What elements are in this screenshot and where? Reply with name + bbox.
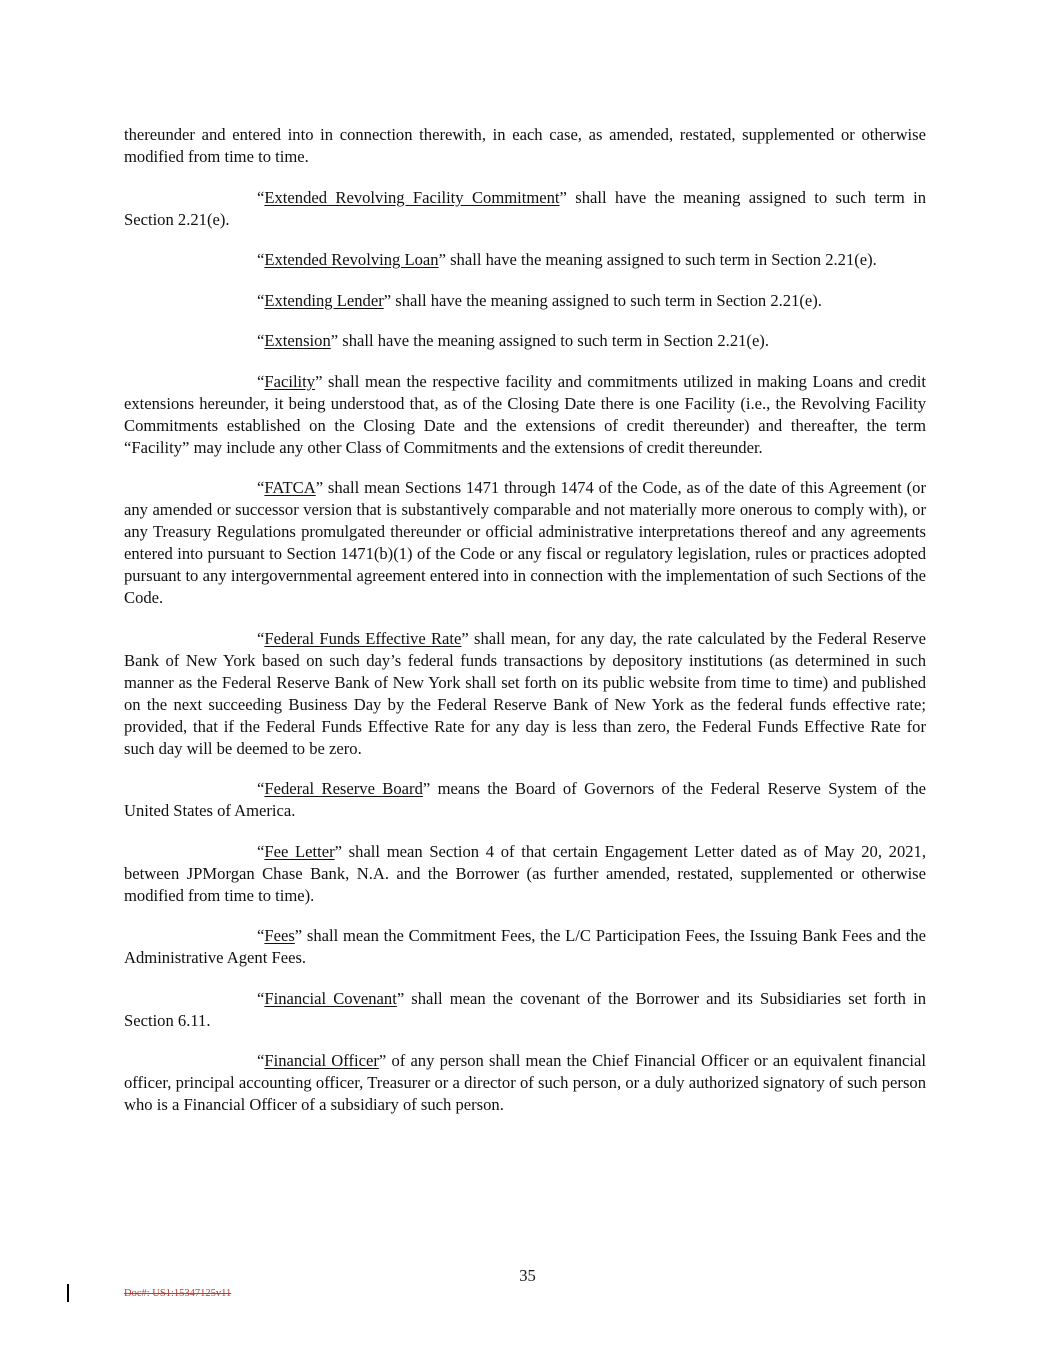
page-number: 35 — [519, 1266, 536, 1285]
definition-federal-funds-effective-rate: “Federal Funds Effective Rate” shall mean, for any day, the rate calculated by the Federal Reserve Bank of New York based on such day’s federal funds transactions by depository institutions (as determined in such manner as the Federal Reserve Bank of New York shall set forth on its public website from time to time) and published on the next succeeding Business Day by the Federal Reserve Bank of New York as the federal funds effective rate; provided, that if the Federal Funds Effective Rate for any day is less than zero, the Federal Funds Effective Rate for such day will be deemed to be zero. — [124, 628, 926, 758]
defined-term: Extended Revolving Facility Commitment — [264, 187, 560, 207]
definition-text: ” shall have the meaning assigned to such term in Section 2.21(e). — [330, 331, 769, 350]
defined-term: Federal Reserve Board — [264, 779, 423, 798]
definition-text: ” means the Board of Governors of the Federal Reserve System of the United States of America. — [124, 779, 926, 820]
defined-term: FATCA — [264, 478, 316, 497]
definition-extended-revolving-facility-commitment: “Extended Revolving Facility Commitment” shall have the meaning assigned to such term in Section 2.21(e). — [124, 187, 926, 229]
defined-term: Extension — [264, 331, 331, 350]
document-id: Doc#: US1:15347125v11 — [124, 1288, 232, 1299]
intro-paragraph: thereunder and entered into in connection therewith, in each case, as amended, restated, supplemented or otherwise modified from time to time. — [124, 125, 926, 166]
definition-fee-letter: “Fee Letter” shall mean Section 4 of that certain Engagement Letter dated as of May 20, 2021, between JPMorgan Chase Bank, N.A. and the Borrower (as further amended, restated, supplemented or otherwise modified from time to time). — [124, 841, 926, 905]
definition-extension: “Extension” shall have the meaning assigned to such term in Section 2.21(e). — [257, 331, 769, 350]
definition-text: ” shall mean Section 4 of that certain Engagement Letter dated as of May 20, 2021, between JPMorgan Chase Bank, N.A. and the Borrower (as further amended, restated, supplemented or otherwise modified from time to time). — [124, 841, 926, 905]
definition-text: ” shall have the meaning assigned to such term in Section 2.21(e). — [383, 290, 822, 310]
document-body — [124, 124, 926, 1135]
defined-term: Financial Covenant — [264, 988, 397, 1008]
definition-text: ” shall mean, for any day, the rate calculated by the Federal Reserve Bank of New York based on such day’s federal funds transactions by depository institutions (as determined in such manner as the Federal Reserve Bank of New York shall set forth on its public website from time to time) and published on the next succeeding Business Day by the Federal Reserve Bank of New York as the federal funds effective rate; provided, that if the Federal Funds Effective Rate for any day is less than zero, the Federal Funds Effective Rate for such day will be deemed to be zero. — [124, 628, 926, 758]
definition-text: ” shall mean the Commitment Fees, the L/C Participation Fees, the Issuing Bank Fees and the Administrative Agent Fees. — [124, 926, 926, 967]
defined-term: Financial Officer — [264, 1051, 379, 1070]
definition-financial-covenant: “Financial Covenant” shall mean the covenant of the Borrower and its Subsidiaries set forth in Section 6.11. — [124, 988, 926, 1030]
definition-text: ” shall mean the respective facility and commitments utilized in making Loans and credit extensions hereunder, it being understood that, as of the Closing Date there is one Facility (i.e., the Revolving Facility Commitments established on the Closing Date and the extensions of credit thereunder) and thereafter, the term “Facility” may include any other Class of Commitments and the extensions of credit thereunder. — [124, 371, 926, 457]
definition-facility: “Facility” shall mean the respective facility and commitments utilized in making Loans and credit extensions hereunder, it being understood that, as of the Closing Date there is one Facility (i.e., the Revolving Facility Commitments established on the Closing Date and the extensions of credit thereunder) and thereafter, the term “Facility” may include any other Class of Commitments and the extensions of credit thereunder. — [124, 371, 926, 457]
definition-text: ” shall have the meaning assigned to such term in Section 2.21(e). — [124, 187, 926, 229]
definition-fees: “Fees” shall mean the Commitment Fees, the L/C Participation Fees, the Issuing Bank Fees and the Administrative Agent Fees. — [124, 926, 926, 967]
defined-term: Facility — [264, 371, 316, 391]
definition-extended-revolving-loan: “Extended Revolving Loan” shall have the meaning assigned to such term in Section 2.21(e). — [257, 250, 877, 269]
definition-extending-lender: “Extending Lender” shall have the meaning assigned to such term in Section 2.21(e). — [257, 290, 822, 310]
defined-term: Federal Funds Effective Rate — [264, 628, 462, 648]
defined-term: Fees — [264, 926, 295, 945]
defined-term: Extended Revolving Loan — [264, 250, 439, 269]
change-bar — [67, 1284, 69, 1302]
definition-text: ” of any person shall mean the Chief Financial Officer or an equivalent financial officer, principal accounting officer, Treasurer or a director of such person, or a duly authorized signatory of such person who is a Financial Officer of a subsidiary of such person. — [124, 1051, 926, 1114]
definition-financial-officer: “Financial Officer” of any person shall mean the Chief Financial Officer or an equivalent financial officer, principal accounting officer, Treasurer or a director of such person, or a duly authorized signatory of such person who is a Financial Officer of a subsidiary of such person. — [124, 1051, 926, 1114]
defined-term: Fee Letter — [264, 841, 335, 861]
definition-federal-reserve-board: “Federal Reserve Board” means the Board of Governors of the Federal Reserve System of the United States of America. — [124, 779, 926, 820]
definition-text: ” shall have the meaning assigned to such term in Section 2.21(e). — [438, 250, 877, 269]
definition-text: ” shall mean Sections 1471 through 1474 of the Code, as of the date of this Agreement (or any amended or successor version that is substantively comparable and not materially more onerous to comply with), or any Treasury Regulations promulgated thereunder or official administrative interpretations thereof and any agreements entered into pursuant to Section 1471(b)(1) of the Code or any fiscal or regulatory legislation, rules or practices adopted pursuant to any intergovernmental agreement entered into in connection with the implementation of such Sections of the Code. — [124, 478, 926, 607]
defined-term: Extending Lender — [264, 290, 384, 310]
definition-fatca: “FATCA” shall mean Sections 1471 through 1474 of the Code, as of the date of this Agreement (or any amended or successor version that is substantively comparable and not materially more onerous to comply with), or any Treasury Regulations promulgated thereunder or official administrative interpretations thereof and any agreements entered into pursuant to Section 1471(b)(1) of the Code or any fiscal or regulatory legislation, rules or practices adopted pursuant to any intergovernmental agreement entered into in connection with the implementation of such Sections of the Code. — [124, 478, 926, 607]
definition-text: ” shall mean the covenant of the Borrower and its Subsidiaries set forth in Section 6.11. — [124, 988, 926, 1030]
